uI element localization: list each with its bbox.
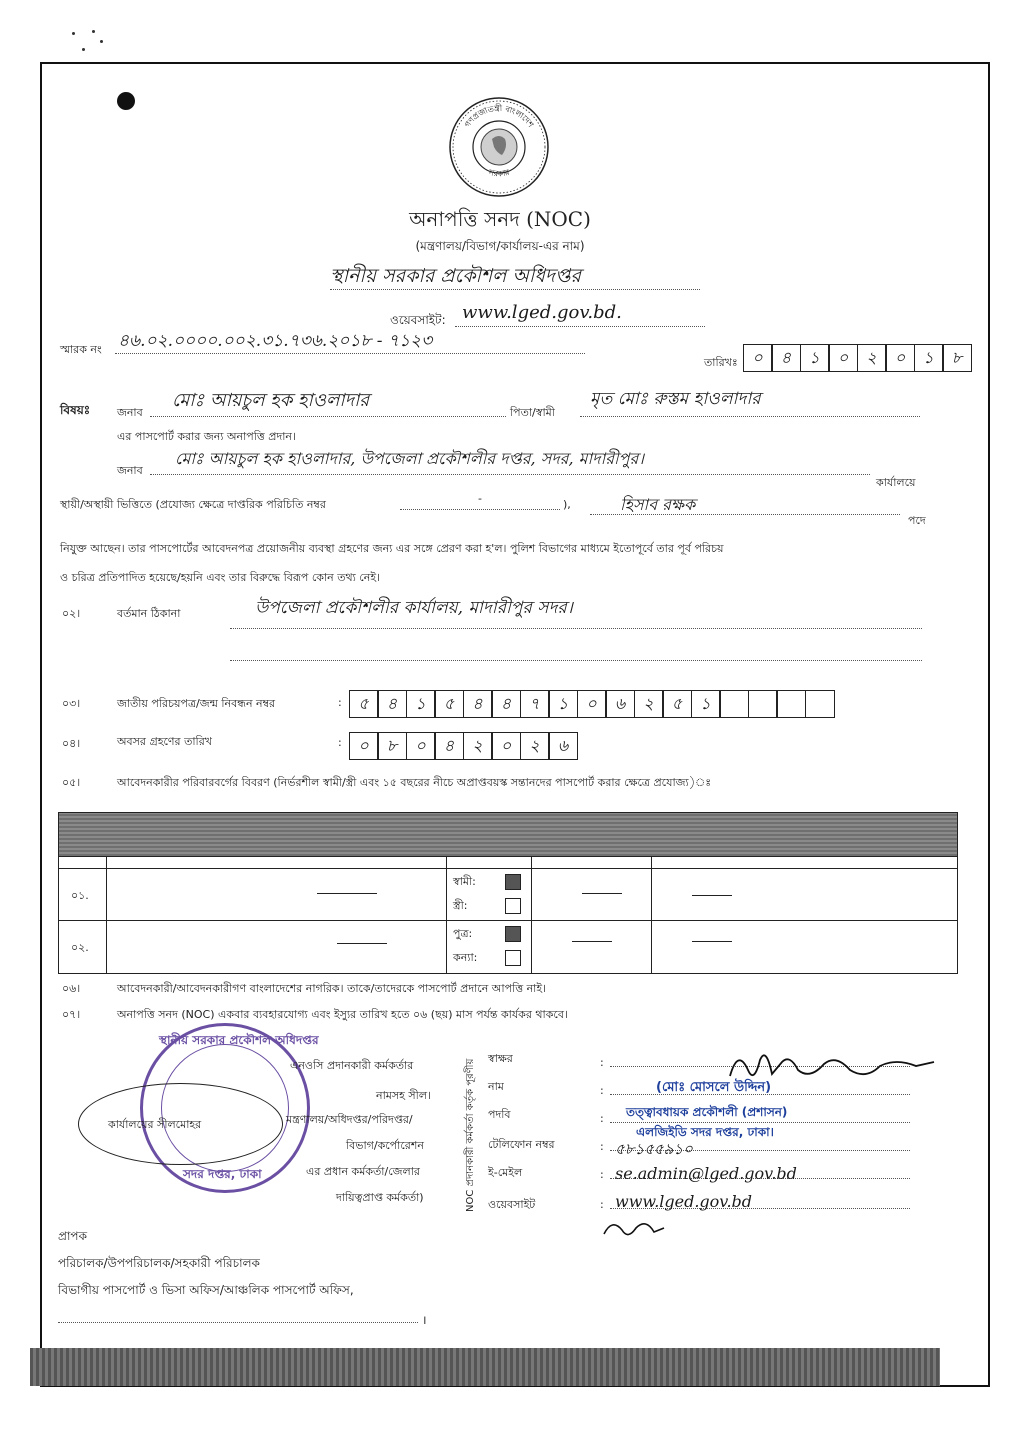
date-digit: ৪ (771, 344, 801, 372)
issuer-line-1: এনওসি প্রদানকারী কর্মকর্তার (290, 1059, 414, 1072)
website-line (455, 326, 705, 327)
name-line (150, 416, 506, 417)
seal-ring-top-text: গণপ্রজাতন্ত্রী বাংলাদেশ (462, 103, 536, 130)
field-phone-label: টেলিফোন নম্বর (488, 1138, 555, 1151)
validity-text: অনাপত্তি সনদ (NOC) একবার ব্যবহারযোগ্য এবং ইস্যুর তারিখ হতে ০৬ (ছয়) মাস পর্যন্ত কার্যকর থাকবে। (117, 1008, 568, 1021)
option-daughter-label: কন্যা: (453, 951, 478, 964)
stamp-top-text: স্থানীয় সরকার প্রকৌশল অধিদপ্তর (159, 1033, 319, 1047)
nid-digit: ১ (548, 690, 578, 718)
office-name-handwritten: স্থানীয় সরকার প্রকৌশল অধিদপ্তর (330, 265, 581, 287)
vertical-note: NOC প্রদানকারী কর্মকর্তা কর্তৃক পূরণীয় (465, 1058, 476, 1212)
nid-digit: ৪ (377, 690, 407, 718)
date-digit: ০ (828, 344, 858, 372)
nid-digit: ২ (634, 690, 664, 718)
recipient-line (58, 1322, 418, 1323)
svg-text:সরকার (487, 167, 511, 178)
colon: : (600, 1168, 604, 1181)
office-seal-label: কার্যালয়ের সীলমোহর (108, 1118, 202, 1131)
paragraph-line-2: ও চরিত্র প্রতিপাদিত হয়েছে/হয়নি এবং তার বিরুদ্ধে বিরূপ কোন তথ্য নেই। (60, 571, 380, 584)
colon: : (600, 1140, 604, 1153)
memo-number-handwritten: ৪৬.০২.০০০০.০০২.৩১.৭৩৬.২০১৮ - ৭১২৩ (118, 331, 433, 351)
father-name-handwritten: মৃত মোঃ রুস্তম হাওলাদার (590, 389, 761, 409)
retire-digit: ২ (463, 732, 493, 760)
row-dash (572, 941, 612, 942)
initial-signature-icon (598, 1212, 668, 1246)
office-line (150, 474, 870, 475)
field-signature-label: স্বাক্ষর (488, 1052, 513, 1065)
colon: : (600, 1198, 604, 1211)
subject-tail: এর পাসপোর্ট করার জন্য অনাপত্তি প্রদান। (117, 430, 296, 443)
retire-boxes (350, 732, 578, 760)
document-border (40, 62, 990, 1387)
nid-digit: ১ (691, 690, 721, 718)
memo-line (115, 353, 585, 354)
nid-digit: ৫ (349, 690, 379, 718)
retire-label: অবসর গ্রহণের তারিখ (117, 735, 212, 748)
email-handwritten: se.admin@lged.gov.bd (615, 1164, 797, 1183)
retire-colon: : (338, 736, 342, 749)
address-line-2 (230, 660, 922, 661)
scan-bottom-band (30, 1348, 940, 1386)
option-wife-label: স্ত্রী: (453, 899, 468, 912)
issuer-line-3: মন্ত্রণালয়/অধিদপ্তর/পরিদপ্তর/ (286, 1113, 413, 1126)
option-husband-label: স্বামী: (453, 875, 476, 888)
applicant-office-handwritten: মোঃ আয়চুল হক হাওলাদার, উপজেলা প্রকৌশলীর দপ্তর, সদর, মাদারীপুর। (175, 449, 644, 468)
nid-digit: ৭ (520, 690, 550, 718)
website-label: ওয়েবসাইট: (390, 313, 446, 327)
date-digit: ০ (743, 344, 773, 372)
nid-digit (748, 690, 778, 718)
post-handwritten: হিসাব রক্ষক (620, 495, 696, 514)
retire-digit: ০ (406, 732, 436, 760)
nid-boxes (350, 690, 835, 718)
nid-label: জাতীয় পরিচয়পত্র/জন্ম নিবন্ধন নম্বর (117, 697, 276, 710)
date-digit: ১ (800, 344, 830, 372)
nid-digit (719, 690, 749, 718)
item-04-number: ০৪। (62, 737, 81, 750)
row-name-dash (337, 943, 387, 944)
applicant-name-handwritten: মোঃ আয়চুল হক হাওলাদার (172, 390, 370, 411)
item-02-number: ০২। (62, 607, 81, 620)
website-footer-handwritten: www.lged.gov.bd (615, 1192, 753, 1211)
date-boxes (744, 344, 972, 372)
daughter-checkbox[interactable] (505, 950, 521, 966)
nid-digit (776, 690, 806, 718)
basis-line (400, 509, 560, 510)
colon: : (600, 1056, 604, 1069)
family-label: আবেদনকারীর পরিবারবর্গের বিবরণ (নির্ভরশীল স্বামী/স্ত্রী এবং ১৫ বছরের নীচে অপ্রাপ্তবয়স্ক সন্তানদের পাসপোর্ট করার ক্ষেত্রে প্রযোজ্য)ঃ (117, 776, 712, 789)
post-line (590, 514, 900, 515)
family-table (58, 812, 958, 974)
nid-digit: ৬ (605, 690, 635, 718)
retire-digit: ৮ (377, 732, 407, 760)
nid-digit (805, 690, 835, 718)
retire-digit: ৪ (434, 732, 464, 760)
issuer-line-2: নামসহ সীল। (376, 1089, 431, 1102)
date-label: তারিখঃ (704, 356, 738, 369)
colon: : (600, 1112, 604, 1125)
nid-digit: ৪ (463, 690, 493, 718)
address-line-1 (230, 628, 922, 629)
janab2-label: জনাব (117, 464, 143, 477)
address-label: বর্তমান ঠিকানা (117, 607, 181, 620)
issuer-line-5: এর প্রধান কর্মকর্তা/জেলার (306, 1165, 420, 1178)
issuer-line-4: বিভাগ/কর্পোরেশন (346, 1139, 424, 1152)
nid-digit: ৫ (434, 690, 464, 718)
office-suffix: কার্যালয়ে (876, 476, 916, 489)
office-name-line (330, 289, 700, 290)
basis-dash: - (478, 492, 482, 505)
family-table-subheader (59, 857, 957, 869)
scan-specks (70, 30, 110, 60)
citizen-text: আবেদনকারী/আবেদনকারীগণ বাংলাদেশের নাগরিক। তাকে/তাদেরকে পাসপোর্ট প্রদানে আপত্তি নাই। (117, 982, 547, 995)
row-dash (582, 893, 622, 894)
row-dash (692, 895, 732, 896)
husband-checkbox[interactable] (505, 874, 521, 890)
memo-label: স্মারক নং (60, 343, 102, 356)
seal-ring-bottom-text: সরকার (487, 167, 511, 179)
item-07-number: ০৭। (62, 1008, 81, 1021)
row-name-dash (317, 893, 377, 894)
issuer-line-6: দায়িত্বপ্রাপ্ত কর্মকর্তা) (336, 1191, 424, 1204)
ministry-caption: (মন্ত্রণালয়/বিভাগ/কার্যালয়-এর নাম) (415, 239, 585, 253)
family-table-header (59, 813, 957, 857)
recipient-label: প্রাপক (58, 1229, 87, 1243)
officer-designation-stamp: তত্ত্বাবধায়ক প্রকৌশলী (প্রশাসন) (626, 1105, 788, 1119)
nid-colon: : (338, 696, 342, 709)
recipient-end: । (422, 1313, 427, 1327)
father-line (580, 416, 920, 417)
retire-digit: ২ (520, 732, 550, 760)
date-digit: ০ (885, 344, 915, 372)
address-handwritten: উপজেলা প্রকৌশলীর কার্যালয়, মাদারীপুর সদর। (255, 598, 573, 618)
phone-handwritten: ৫৮১৫৫৯১০ (615, 1140, 693, 1158)
paragraph-line-1: নিযুক্ত আছেন। তার পাসপোর্টের আবেদনপত্র প্রয়োজনীয় ব্যবস্থা গ্রহণের জন্য এর সঙ্গে প্রেরণ করা হ'ল। পুলিশ বিভাগের মাধ্যমে ইতোপূর্বে তার পূর্ব পরিচয় (60, 542, 724, 555)
government-seal-icon (447, 95, 551, 199)
field-name-label: নাম (488, 1080, 504, 1093)
website-handwritten: www.lged.gov.bd. (462, 302, 622, 323)
retire-digit: ০ (349, 732, 379, 760)
nid-digit: ১ (406, 690, 436, 718)
stamp-bottom-text: সদর দপ্তর, ঢাকা (183, 1167, 262, 1181)
retire-digit: ০ (491, 732, 521, 760)
row-dash (692, 941, 732, 942)
son-checkbox[interactable] (505, 926, 521, 942)
nid-digit: ৫ (662, 690, 692, 718)
basis-text: স্থায়ী/অস্থায়ী ভিত্তিতে (প্রযোজ্য ক্ষেত্রে দাপ্তরিক পরিচিতি নম্বর (60, 498, 326, 511)
officer-name-stamp: (মোঃ মোসলে উদ্দিন) (656, 1080, 772, 1095)
nid-digit: ০ (577, 690, 607, 718)
item-03-number: ০৩। (62, 697, 81, 710)
item-05-number: ০৫। (62, 776, 81, 789)
option-son-label: পুত্র: (453, 927, 473, 940)
row-serial: ০২. (71, 941, 89, 954)
subject-label: বিষয়ঃ (60, 403, 91, 417)
father-label: পিতা/স্বামী (510, 406, 555, 419)
punch-hole (117, 92, 135, 110)
item-06-number: ০৬। (62, 982, 81, 995)
nid-digit: ৪ (491, 690, 521, 718)
colon: : (600, 1084, 604, 1097)
svg-text:গণপ্রজাতন্ত্রী বাংলাদেশ (463, 103, 536, 129)
page-title: অনাপত্তি সনদ (NOC) (409, 207, 591, 231)
recipient-line-2: বিভাগীয় পাসপোর্ট ও ভিসা অফিস/আঞ্চলিক পাসপোর্ট অফিস, (58, 1283, 354, 1297)
row-serial: ০১. (71, 889, 89, 902)
basis-close: ), (563, 498, 571, 511)
family-table-row (59, 921, 957, 973)
office-address-stamp: এলজিইডি সদর দপ্তর, ঢাকা। (636, 1125, 774, 1139)
date-digit: ১ (914, 344, 944, 372)
field-website-label: ওয়েবসাইট (488, 1198, 536, 1211)
recipient-line-1: পরিচালক/উপপরিচালক/সহকারী পরিচালক (58, 1256, 260, 1270)
date-digit: ৮ (942, 344, 972, 372)
janab-label: জনাব (117, 406, 143, 419)
retire-digit: ৬ (548, 732, 578, 760)
family-table-row (59, 869, 957, 921)
wife-checkbox[interactable] (505, 898, 521, 914)
field-email-label: ই-মেইল (488, 1166, 523, 1179)
date-digit: ২ (857, 344, 887, 372)
field-designation-label: পদবি (488, 1108, 511, 1121)
post-suffix: পদে (908, 514, 926, 527)
